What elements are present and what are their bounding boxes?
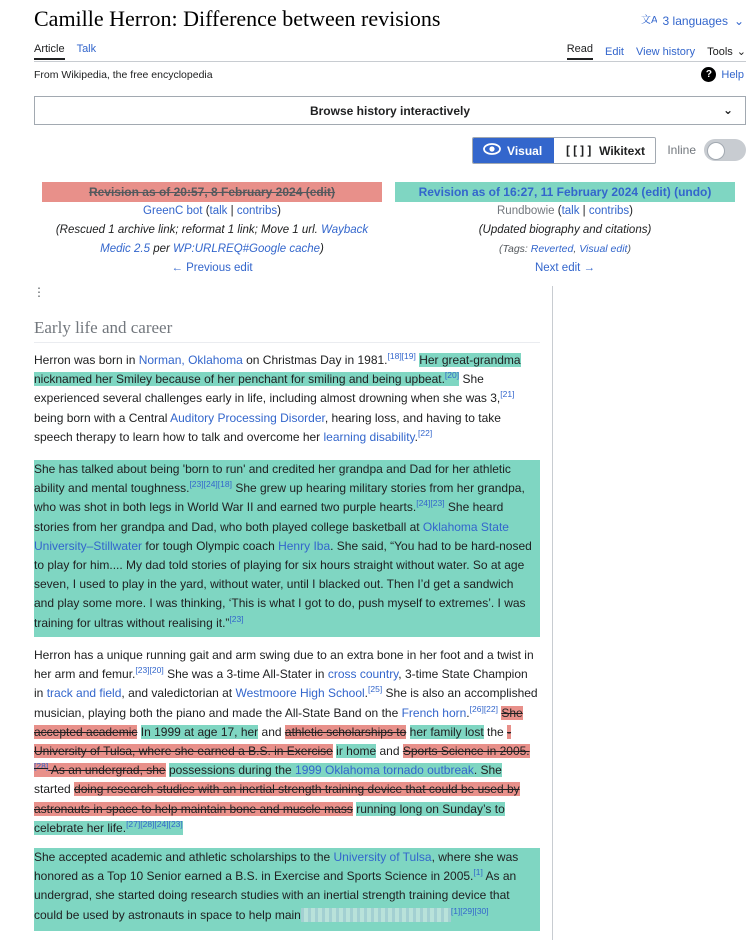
citation[interactable]: [24][23]	[416, 498, 445, 509]
link-oklahoma-state[interactable]: Oklahoma State University–Stillwater	[34, 519, 509, 553]
chevron-down-icon: ⌄	[736, 46, 746, 58]
deleted-text: doing research studies with an inertial strength training device that could be used by astronauts in space to help maintain bone and muscle mass	[34, 782, 520, 816]
toggle-switch[interactable]	[704, 139, 746, 161]
next-edit-link[interactable]: Next edit →	[534, 262, 596, 274]
link-learning-disability[interactable]: learning disability	[323, 429, 415, 444]
citation[interactable]: [23]	[229, 613, 244, 624]
chevron-down-icon: ⌄	[722, 103, 733, 117]
new-rev-undo[interactable]: undo	[678, 185, 708, 199]
page-tabs	[34, 40, 746, 62]
language-count: 3 languages	[662, 13, 728, 28]
previous-edit-link[interactable]: ← Previous edit	[171, 262, 253, 274]
tab-read[interactable]: Read	[567, 43, 593, 60]
link-norman-oklahoma[interactable]: Norman, Oklahoma	[138, 353, 243, 367]
link-university-of-tulsa[interactable]: University of Tulsa	[333, 850, 432, 864]
inserted-text: In 1999 at age 17, her	[140, 724, 259, 739]
old-revision-title[interactable]: Revision as of 20:57, 8 February 2024 (edit)	[42, 182, 382, 202]
link-westmoore[interactable]: Westmoore High School	[235, 686, 365, 701]
paragraph-inserted-tulsa: She accepted academic and athletic scholarships to the University of Tulsa, where she was honored as a Top 10 Senior earned a B.S. in Exercise and Sports Science in 2005.[1] As an undergrad, she started doing research studies with an inertial strength training device that could be used by astronauts in space to help main [1][29][30]	[34, 848, 540, 931]
visual-label: Visual	[507, 143, 543, 158]
inserted-text: Her great-grandma nicknamed her Smiley because of her penchant for smiling and being upbeat.[20]	[34, 353, 521, 387]
citation[interactable]: [28]	[34, 761, 49, 772]
tag-visual-edit[interactable]: Visual edit	[579, 243, 628, 255]
tags-label: (Tags:	[499, 243, 528, 255]
tools-label: Tools	[707, 45, 733, 58]
page-title: Camille Herron: Difference between revisions	[34, 6, 441, 31]
inline-label: Inline	[667, 143, 696, 157]
deleted-text: University of Tulsa, where she earned a B.S. in Exercise	[34, 744, 333, 759]
summary-text: )	[320, 243, 324, 255]
link-1999-tornado[interactable]: 1999 Oklahoma tornado outbreak	[295, 763, 474, 778]
more-options-icon[interactable]: ⋮	[33, 285, 45, 299]
tags-end: )	[627, 243, 631, 255]
link-henry-iba[interactable]: Henry Iba	[278, 538, 331, 553]
paragraph-inserted-born-to-run: She has talked about being 'born to run' and credited her grandpa and Dad for her athletic ability and mental toughness.[23][24][18] She grew up hearing military stories from her grandpa, who was shot in both legs in World War II and earned two purple hearts.[24][23] She heard stories from her grandpa and Dad, who both played college basketball at Oklahoma State University–Stillwater for tough Olympic coach Henry Iba. She said, “You had to be hard-nosed to play for him.... My dad told stories of playing for six hours straight without water. So at age seven, I used to play in the yard, without water, until I blacked out. Then I’d get a sandwich and play some more. I was thinking, ‘This is what I got to do, push myself to extremes’. I was training for ultras without realising it.”[23]	[34, 460, 540, 637]
column-divider	[552, 286, 553, 940]
deleted-text: -	[507, 724, 512, 739]
link-track-and-field[interactable]: track and field	[46, 686, 122, 701]
inline-toggle[interactable]	[667, 139, 746, 161]
diff-type-switch	[472, 137, 656, 164]
inserted-text: running long on Sunday’s to celebrate her life.[27][28][24][23]	[34, 801, 505, 835]
old-revision-header: Revision as of 20:57, 8 February 2024 (edit) GreenC bot (talk | contribs) (Rescued 1 archive link; reformat 1 link; Move 1 url. Wayback Medic 2.5 per WP:URLREQ#Google cache) ← Previous edit	[42, 182, 382, 278]
new-rev-summary: (Updated biography and citations)	[478, 224, 652, 236]
inserted-text: her family lost	[409, 724, 484, 739]
summary-text: (Rescued 1 archive link; reformat 1 link; Move 1 url.	[55, 224, 318, 236]
help-icon: ?	[701, 67, 716, 82]
visual-diff-button[interactable]	[473, 138, 554, 163]
tab-article[interactable]: Article	[34, 43, 65, 60]
citation[interactable]: [26][22]	[469, 703, 498, 714]
deleted-text: Sports Science in 2005.[28] As an undergrad, she	[34, 744, 530, 778]
section-heading: Early life and career	[34, 318, 540, 343]
inserted-text: ir home	[336, 744, 377, 759]
site-sub: From Wikipedia, the free encyclopedia	[34, 69, 213, 81]
paragraph-gait: Herron has a unique running gait and arm swing due to an extra bone in her foot and a twist in her arm and femur.[23][20] She was a 3-time All-Stater in cross country, 3-time State Champion in track and field, and valedictorian at Westmoore High School.[25] She is also an accomplished musician, playing both the piano and made the All-State Band on the French horn.[26][22] She accepted academic In 1999 at age 17, her and athletic scholarships to her family lost the - University of Tulsa, where she earned a B.S. in Exercise ir home and Sports Science in 2005.[28] As an undergrad, she possessions during the 1999 Oklahoma tornado outbreak. She started doing research studies with an inertial strength training device that could be used by astronauts in space to help maintain bone and muscle mass running long on Sunday’s to celebrate her life.[27][28][24][23]	[34, 648, 538, 835]
browse-history-button[interactable]	[34, 96, 746, 125]
new-rev-tags: (Tags: Reverted, Visual edit)	[499, 243, 631, 255]
new-rev-edit[interactable]: edit	[645, 185, 667, 199]
old-rev-contribs[interactable]: contribs	[236, 205, 278, 217]
link-french-horn[interactable]: French horn	[401, 705, 467, 720]
deleted-text: athletic scholarships to	[284, 724, 407, 739]
tab-talk[interactable]: Talk	[76, 43, 97, 55]
old-rev-talk[interactable]: talk	[209, 205, 228, 217]
citation[interactable]: [23][20]	[135, 665, 164, 676]
help-label: Help	[721, 68, 744, 81]
tab-view-history[interactable]: View history	[635, 45, 696, 58]
paragraph-birth: Herron was born in Norman, Oklahoma on Christmas Day in 1981.[18][19] Her great-grandma nicknamed her Smiley because of her penchant for smiling and being upbeat.[20] She experienced several challenges early in life, including almost drowning when she was 3,[21] being born with a Central Auditory Processing Disorder, hearing loss, and having to take speech therapy to learn how to talk and overcome her learning disability.[22]	[34, 351, 521, 444]
inserted-text: possessions during the 1999 Oklahoma tornado outbreak. She	[168, 763, 502, 778]
old-rev-user[interactable]: GreenC bot	[143, 205, 203, 217]
wikitext-icon: [[]]	[564, 143, 594, 158]
eye-icon	[483, 143, 501, 158]
citation[interactable]: [1]	[473, 867, 483, 878]
new-rev-talk[interactable]: talk	[561, 205, 580, 217]
new-revision-header: Revision as of 16:27, 11 February 2024 (edit) (undo) Rundbowie (talk | contribs) (Updated biography and citations) (Tags: Reverted, Visual edit) Next edit →	[395, 182, 735, 278]
browse-history-label: Browse history interactively	[309, 103, 471, 118]
new-rev-user[interactable]: Rundbowie	[497, 205, 555, 217]
tab-edit[interactable]: Edit	[605, 45, 624, 58]
new-revision-title: Revision as of 16:27, 11 February 2024 (edit) (undo)	[395, 182, 735, 202]
wikitext-label: Wikitext	[599, 143, 645, 158]
language-button[interactable]	[641, 12, 744, 29]
citation[interactable]: [23][24][18]	[189, 479, 232, 490]
help-link[interactable]	[701, 67, 744, 82]
summary-link-wayback[interactable]: Wayback Medic 2.5	[100, 224, 369, 255]
translate-icon	[641, 12, 657, 29]
svg-text:文A: 文A	[640, 15, 657, 26]
deleted-text: She accepted academic	[34, 705, 523, 739]
citation[interactable]: [18][19]	[387, 351, 416, 361]
link-cross-country[interactable]: cross country	[327, 667, 399, 682]
summary-text: per	[153, 243, 170, 255]
citation[interactable]: [27][28][24][23]	[126, 818, 183, 829]
blurred-text-overlay	[301, 908, 451, 922]
citation[interactable]: [25]	[368, 684, 383, 695]
citation[interactable]: [1][29][30]	[450, 905, 489, 916]
citation[interactable]: [22]	[418, 427, 433, 438]
tools-menu[interactable]	[707, 45, 746, 58]
citation[interactable]: [21]	[500, 389, 515, 400]
new-rev-contribs[interactable]: contribs	[588, 205, 630, 217]
summary-link-urlreq[interactable]: WP:URLREQ#Google cache	[173, 243, 321, 255]
chevron-down-icon: ⌄	[733, 13, 744, 28]
link-auditory-processing[interactable]: Auditory Processing Disorder	[170, 410, 325, 425]
tag-reverted[interactable]: Reverted	[530, 243, 574, 255]
citation[interactable]: [20]	[444, 370, 460, 381]
old-rev-summary	[42, 221, 382, 259]
wikitext-diff-button[interactable]	[554, 138, 655, 163]
new-rev-date[interactable]: Revision as of 16:27, 11 February 2024	[418, 185, 639, 199]
